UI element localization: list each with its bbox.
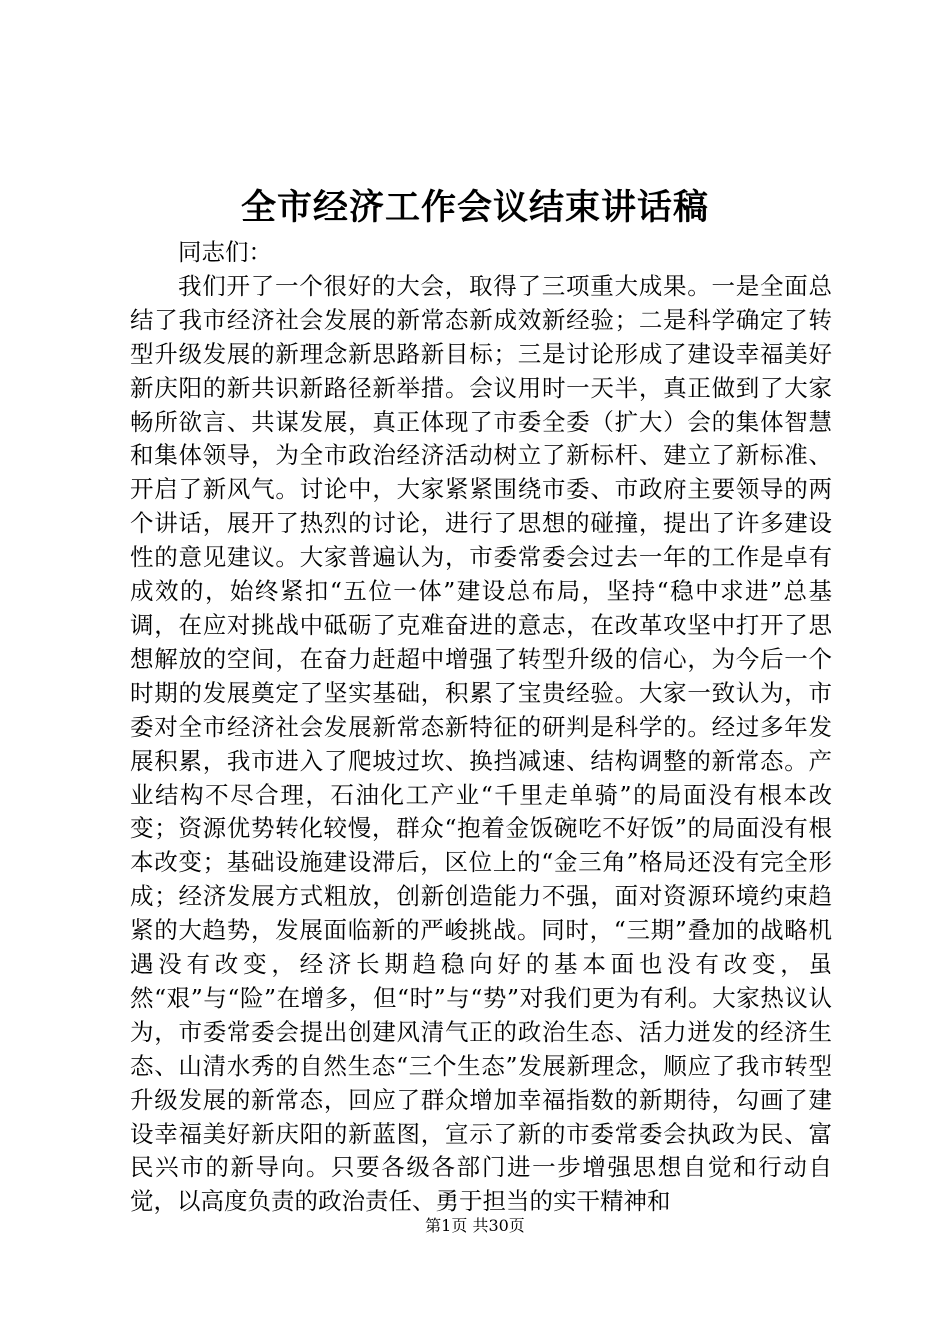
body-paragraph: 我们开了一个很好的大会，取得了三项重大成果。一是全面总结了我市经济社会发展的新常态新成效新经验；二是科学确定了转型升级发展的新理念新思路新目标；三是讨论形成了建设幸福美好新庆阳的新共识新路径新举措。会议用时一天半，真正做到了大家畅所欲言、共谋发展，真正体现了市委全委（扩大）会的集体智慧和集体领导，为全市政治经济活动树立了新标杆、建立了新标准、开启了新风气。讨论中，大家紧紧围绕市委、市政府主要领导的两个讲话，展开了热烈的讨论，进行了思想的碰撞，提出了许多建设性的意见建议。大家普遍认为，市委常委会过去一年的工作是卓有成效的，始终紧扣“五位一体”建设总布局，坚持“稳中求进”总基调，在应对挑战中砥砺了克难奋进的意志，在改革攻坚中打开了思想解放的空间，在奋力赶超中增强了转型升级的信心，为今后一个时期的发展奠定了坚实基础，积累了宝贵经验。大家一致认为，市委对全市经济社会发展新常态新特征的研判是科学的。经过多年发展积累，我市进入了爬坡过坎、换挡减速、结构调整的新常态。产业结构不尽合理，石油化工产业“千里走单骑”的局面没有根本改变；资源优势转化较慢，群众“抱着金饭碗吃不好饭”的局面没有根本改变；基础设施建设滞后，区位上的“金三角”格局还没有完全形成；经济发展方式粗放，创新创造能力不强，面对资源环境约束趋紧的大趋势，发展面临新的严峻挑战。同时，“三期”叠加的战略机遇没有改变，经济长期趋稳向好的基本面也没有改变，虽然“艰”与“险”在增多，但“时”与“势”对我们更为有利。大家热议认为，市委常委会提出创建风清气正的政治生态、活力迸发的经济生态、山清水秀的自然生态“三个生态”发展新理念，顺应了我市转型升级发展的新常态，回应了群众增加幸福指数的新期待，勾画了建设幸福美好新庆阳的新蓝图，宣示了新的市委常委会执政为民、富民兴市的新导向。只要各级各部门进一步增强思想自觉和行动自觉，以高度负责的政治责任、勇于担当的实干精神和	[130, 271, 832, 1216]
document-body	[130, 236, 832, 1219]
page-number-footer: 第1页 共30页	[425, 1216, 525, 1235]
salutation: 同志们：	[178, 238, 272, 266]
document-title: 全市经济工作会议结束讲话稿	[240, 187, 709, 228]
